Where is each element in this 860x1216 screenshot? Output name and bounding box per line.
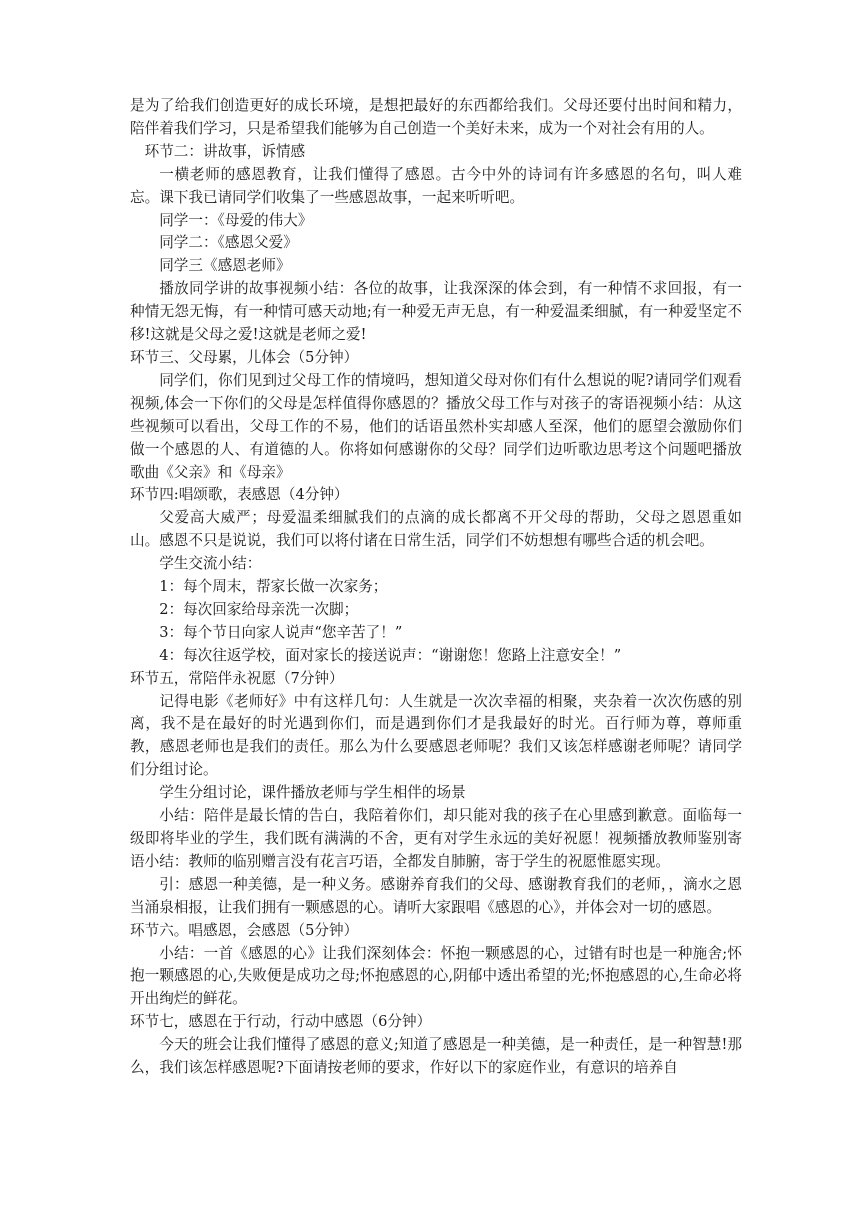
- paragraph: 同学一：《母爱的伟大》: [159, 211, 313, 229]
- section-heading: 环节五，常陪伴永祝愿（7分钟）: [130, 669, 344, 687]
- paragraph: 小结：一首《感恩的心》让我们深刻体会：怀抱一颗感恩的心，过错有时也是一种施舍;怀抱一颗感恩的心,失败便是成功之母;怀抱感恩的心,阴郁中透出希望的光;怀抱感恩的心,生命必将开出绚烂的鲜花。: [130, 944, 742, 1008]
- paragraph: 4：每次往返学校，面对家长的接送说声：“谢谢您！您路上注意安全！”: [159, 646, 622, 664]
- paragraph: 同学二：《感恩父爱》: [159, 234, 298, 252]
- document-page: [130, 95, 742, 1080]
- paragraph: 一横老师的感恩教育，让我们懂得了感恩。古今中外的诗词有许多感恩的名句，叫人难忘。课下我已请同学们收集了一些感恩故事，一起来听听吧。: [130, 165, 742, 206]
- paragraph: 1：每个周末，帮家长做一次家务；: [159, 578, 388, 596]
- paragraph: 3：每个节日向家人说声“您辛苦了！”: [159, 623, 403, 641]
- paragraph: 播放同学讲的故事视频小结：各位的故事，让我深深的体会到，有一种情不求回报，有一种情无怨无悔，有一种情可感天动地;有一种爱无声无息，有一种爱温柔细腻，有一种爱坚定不移!这就是父母之爱!这就是老师之爱!: [130, 280, 742, 344]
- paragraph: 学生分组讨论，课件播放老师与学生相伴的场景: [159, 784, 466, 802]
- section-heading: 环节三、父母累，儿体会（5分钟）: [130, 348, 359, 366]
- paragraph: 记得电影《老师好》中有这样几句：人生就是一次次幸福的相聚，夹杂着一次次伤感的别离，我不是在最好的时光遇到你们，而是遇到你们才是我最好的时光。百行师为尊，尊师重教，感恩老师也是我们的责任。那么为什么要感恩老师呢？我们又该怎样感谢老师呢？请同学们分组讨论。: [130, 692, 742, 779]
- paragraph: 同学三《感恩老师》: [159, 257, 291, 275]
- section-heading: 环节六。唱感恩，会感恩（5分钟）: [130, 921, 359, 939]
- paragraph: 今天的班会让我们懂得了感恩的意义;知道了感恩是一种美德，是一种责任，是一种智慧!那么，我们该怎样感恩呢?下面请按老师的要求，作好以下的家庭作业，有意识的培养自: [130, 1036, 742, 1077]
- paragraph: 父爱高大威严；母爱温柔细腻我们的点滴的成长都离不开父母的帮助，父母之恩恩重如山。感恩不只是说说，我们可以将付诸在日常生活，同学们不妨想想有哪些合适的机会吧。: [130, 509, 742, 550]
- paragraph: 学生交流小结：: [159, 555, 262, 573]
- section-heading: 环节二：讲故事，诉情感: [144, 142, 306, 160]
- paragraph: 引：感恩一种美德，是一种义务。感谢养育我们的父母、感谢教育我们的老师，，滴水之恩当涌泉相报，让我们拥有一颗感恩的心。请听大家跟唱《感恩的心》，并体会对一切的感恩。: [130, 875, 742, 916]
- paragraph: 小结：陪伴是最长情的告白，我陪着你们，却只能对我的孩子在心里感到歉意。面临每一级即将毕业的学生，我们既有满满的不舍，更有对学生永远的美好祝愿！视频播放教师鉴别寄语小结：教师的临别赠言没有花言巧语，全都发自肺腑，寄于学生的祝愿惟愿实现。: [130, 807, 742, 870]
- paragraph: 是为了给我们创造更好的成长环境，是想把最好的东西都给我们。父母还要付出时间和精力，陪伴着我们学习，只是希望我们能够为自己创造一个美好未来，成为一个对社会有用的人。: [130, 97, 742, 137]
- paragraph: 2：每次回家给母亲洗一次脚；: [159, 600, 359, 618]
- paragraph: 同学们，你们见到过父母工作的情境吗，想知道父母对你们有什么想说的呢?请同学们观看视频,体会一下你们的父母是怎样值得你感恩的？播放父母工作与对孩子的寄语视频小结：从这些视频可以看出，父母工作的不易，他们的话语虽然朴实却感人至深，他们的愿望会激励你们做一个感恩的人、有道德的人。你将如何感谢你的父母？同学们边听歌边思考这个问题吧播放歌曲《父亲》和《母亲》: [130, 371, 742, 481]
- section-heading: 环节七，感恩在于行动，行动中感恩（6分钟）: [130, 1013, 432, 1031]
- section-heading: 环节四:唱颂歌，表感恩（4分钟）: [130, 486, 349, 504]
